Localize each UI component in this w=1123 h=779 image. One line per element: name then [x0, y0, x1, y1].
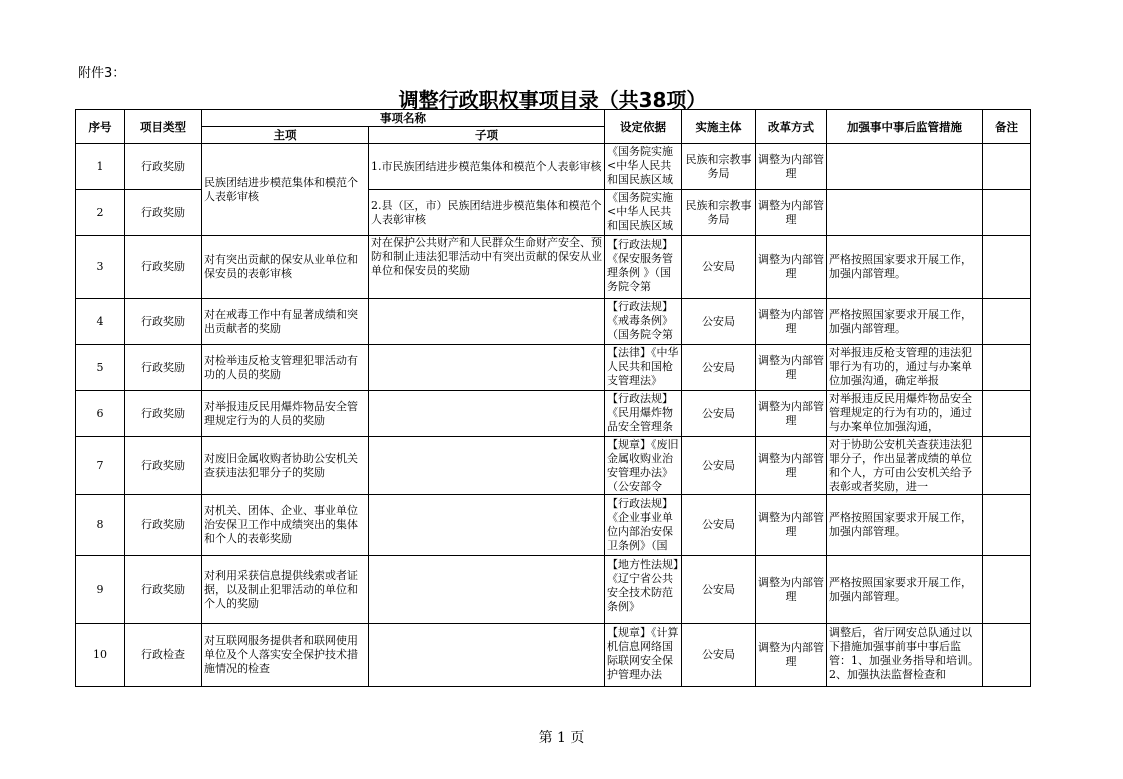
cell-sub — [369, 624, 605, 687]
cell-measures: 严格按照国家要求开展工作，加强内部管理。 — [827, 495, 983, 556]
col-seq-header: 序号 — [76, 110, 125, 144]
basis-text: 【行政法规】《民用爆炸物品安全管理条 — [607, 392, 673, 433]
measures-text: 对举报违反民用爆炸物品安全管理规定的行为有功的，通过与办案单位加强沟通， — [829, 392, 972, 433]
cell-subject: 公安局 — [682, 624, 756, 687]
table-row — [76, 495, 1031, 556]
basis-text: 【法律】《中华人民共和国枪支管理法》 — [607, 346, 679, 387]
cell-type: 行政奖励 — [125, 190, 202, 236]
basis-text: 【行政法规】《戒毒条例》（国务院令第 — [607, 300, 673, 341]
basis-text: 《国务院实施<中华人民共和国民族区域 — [607, 145, 673, 186]
measures-text: 对于协助公安机关查获违法犯罪分子，作出显著成绩的单位和个人，方可由公安机关给予表彰或者奖励，进一 — [829, 438, 972, 493]
cell-remarks — [983, 391, 1031, 437]
col-main-header: 主项 — [202, 127, 369, 144]
page-number: 第 1 页 — [538, 730, 585, 746]
cell-remarks — [983, 299, 1031, 345]
cell-basis — [605, 556, 682, 624]
cell-reform: 调整为内部管理 — [756, 190, 827, 236]
cell-remarks — [983, 624, 1031, 687]
cell-seq: 2 — [76, 190, 125, 236]
cell-remarks — [983, 345, 1031, 391]
col-sub-header: 子项 — [369, 127, 605, 144]
cell-subject: 公安局 — [682, 345, 756, 391]
cell-sub — [369, 556, 605, 624]
col-type-header: 项目类型 — [125, 110, 202, 144]
cell-measures — [827, 391, 983, 437]
cell-main: 对有突出贡献的保安从业单位和保安员的表彰审核 — [202, 236, 369, 299]
cell-sub — [369, 391, 605, 437]
table-row — [76, 391, 1031, 437]
cell-seq: 8 — [76, 495, 125, 556]
basis-text: 【规章】《废旧金属收购业治安管理办法》（公安部令 — [607, 438, 679, 493]
attachment-label: 附件3： — [78, 66, 126, 81]
cell-remarks — [983, 144, 1031, 190]
cell-remarks — [983, 556, 1031, 624]
cell-main: 对废旧金属收购者协助公安机关查获违法犯罪分子的奖励 — [202, 437, 369, 495]
cell-subject: 公安局 — [682, 437, 756, 495]
cell-sub: 1.市民族团结进步模范集体和模范个人表彰审核 — [369, 144, 605, 190]
cell-main: 对检举违反枪支管理犯罪活动有功的人员的奖励 — [202, 345, 369, 391]
cell-main: 对互联网服务提供者和联网使用单位及个人落实安全保护技术措施情况的检查 — [202, 624, 369, 687]
cell-type: 行政奖励 — [125, 299, 202, 345]
cell-measures — [827, 624, 983, 687]
cell-reform: 调整为内部管理 — [756, 624, 827, 687]
cell-subject: 民族和宗教事务局 — [682, 190, 756, 236]
cell-basis — [605, 391, 682, 437]
cell-seq: 5 — [76, 345, 125, 391]
cell-sub — [369, 495, 605, 556]
cell-reform: 调整为内部管理 — [756, 556, 827, 624]
cell-basis — [605, 299, 682, 345]
cell-seq: 7 — [76, 437, 125, 495]
page-title: 调整行政职权事项目录（共38项） — [398, 88, 707, 112]
col-measures-header: 加强事中事后监管措施 — [827, 110, 983, 144]
cell-subject: 公安局 — [682, 495, 756, 556]
cell-basis — [605, 624, 682, 687]
cell-seq: 10 — [76, 624, 125, 687]
cell-seq: 9 — [76, 556, 125, 624]
cell-main: 对机关、团体、企业、事业单位治安保卫工作中成绩突出的集体和个人的表彰奖励 — [202, 495, 369, 556]
col-item-name-header: 事项名称 — [202, 110, 605, 127]
table-row — [76, 236, 1031, 299]
cell-remarks — [983, 236, 1031, 299]
cell-sub: 对在保护公共财产和人民群众生命财产安全、预防和制止违法犯罪活动中有突出贡献的保安从业单位和保安员的奖励 — [369, 236, 605, 299]
col-remarks-header: 备注 — [983, 110, 1031, 144]
basis-text: 【地方性法规】《辽宁省公共安全技术防范条例》 — [607, 557, 679, 613]
col-basis-header: 设定依据 — [605, 110, 682, 144]
table-row — [76, 437, 1031, 495]
cell-measures — [827, 437, 983, 495]
cell-sub — [369, 345, 605, 391]
cell-basis — [605, 144, 682, 190]
cell-measures: 严格按照国家要求开展工作，加强内部管理。 — [827, 236, 983, 299]
cell-reform: 调整为内部管理 — [756, 345, 827, 391]
cell-remarks — [983, 190, 1031, 236]
cell-subject: 公安局 — [682, 556, 756, 624]
cell-remarks — [983, 437, 1031, 495]
cell-measures — [827, 190, 983, 236]
cell-type: 行政奖励 — [125, 236, 202, 299]
cell-sub — [369, 299, 605, 345]
cell-measures: 严格按照国家要求开展工作，加强内部管理。 — [827, 299, 983, 345]
cell-type: 行政奖励 — [125, 556, 202, 624]
cell-measures — [827, 345, 983, 391]
cell-reform: 调整为内部管理 — [756, 236, 827, 299]
cell-basis — [605, 345, 682, 391]
table-row — [76, 299, 1031, 345]
basis-text: 【规章】《计算机信息网络国际联网安全保护管理办法 — [607, 625, 679, 681]
cell-seq: 6 — [76, 391, 125, 437]
items-table — [75, 109, 1031, 687]
cell-subject: 民族和宗教事务局 — [682, 144, 756, 190]
cell-type: 行政奖励 — [125, 345, 202, 391]
cell-reform: 调整为内部管理 — [756, 495, 827, 556]
cell-type: 行政奖励 — [125, 391, 202, 437]
cell-basis — [605, 495, 682, 556]
cell-reform: 调整为内部管理 — [756, 299, 827, 345]
cell-seq: 4 — [76, 299, 125, 345]
cell-main: 民族团结进步模范集体和模范个人表彰审核 — [202, 144, 369, 236]
basis-text: 《国务院实施<中华人民共和国民族区域 — [607, 191, 673, 232]
cell-reform: 调整为内部管理 — [756, 437, 827, 495]
cell-type: 行政奖励 — [125, 144, 202, 190]
cell-measures: 严格按照国家要求开展工作，加强内部管理。 — [827, 556, 983, 624]
col-reform-header: 改革方式 — [756, 110, 827, 144]
measures-text: 对举报违反枪支管理的违法犯罪行为有功的，通过与办案单位加强沟通，确定举报 — [829, 346, 972, 387]
basis-text: 【行政法规】《保安服务管理条例 》（国务院令第 — [607, 238, 673, 293]
basis-text: 【行政法规】《企业事业单位内部治安保卫条例》（国 — [607, 496, 673, 552]
table-row — [76, 556, 1031, 624]
table-row — [76, 345, 1031, 391]
cell-subject: 公安局 — [682, 236, 756, 299]
cell-type: 行政检查 — [125, 624, 202, 687]
col-subject-header: 实施主体 — [682, 110, 756, 144]
cell-basis — [605, 190, 682, 236]
cell-subject: 公安局 — [682, 299, 756, 345]
cell-type: 行政奖励 — [125, 495, 202, 556]
cell-reform: 调整为内部管理 — [756, 144, 827, 190]
cell-measures — [827, 144, 983, 190]
cell-seq: 3 — [76, 236, 125, 299]
cell-seq: 1 — [76, 144, 125, 190]
cell-subject: 公安局 — [682, 391, 756, 437]
table-row — [76, 144, 1031, 190]
cell-main: 对举报违反民用爆炸物品安全管理规定行为的人员的奖励 — [202, 391, 369, 437]
measures-text: 调整后，省厅网安总队通过以下措施加强事前事中事后监管：1、加强业务指导和培训。2、加强执法监督检查和 — [829, 625, 979, 681]
cell-main: 对利用采获信息提供线索或者证据，以及制止犯罪活动的单位和个人的奖励 — [202, 556, 369, 624]
cell-type: 行政奖励 — [125, 437, 202, 495]
table-row — [76, 624, 1031, 687]
cell-sub — [369, 437, 605, 495]
cell-sub: 2.县（区，市）民族团结进步模范集体和模范个人表彰审核 — [369, 190, 605, 236]
cell-basis — [605, 236, 682, 299]
cell-basis — [605, 437, 682, 495]
cell-main: 对在戒毒工作中有显著成绩和突出贡献者的奖励 — [202, 299, 369, 345]
cell-reform: 调整为内部管理 — [756, 391, 827, 437]
cell-remarks — [983, 495, 1031, 556]
